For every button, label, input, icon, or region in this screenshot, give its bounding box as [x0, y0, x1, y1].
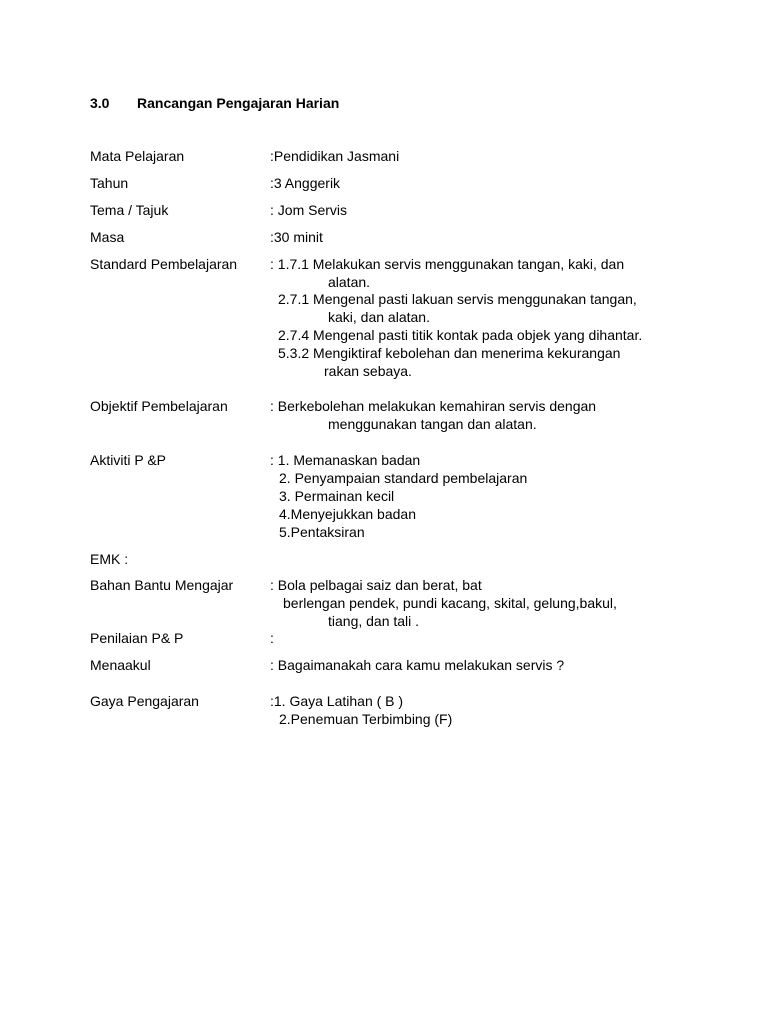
value-line: : 1.7.1 Melakukan servis menggunakan tangan, kaki, dan — [270, 256, 625, 272]
section-title: Rancangan Pengajaran Harian — [137, 95, 340, 111]
field-label: Bahan Bantu Mengajar — [90, 577, 234, 593]
value-line: menggunakan tangan dan alatan. — [328, 416, 537, 432]
row-standard-pembelajaran — [90, 255, 690, 385]
value-line: rakan sebaya. — [324, 363, 412, 379]
field-label: EMK : — [90, 551, 129, 567]
field-label: Masa — [90, 229, 125, 245]
section-number: 3.0 — [90, 95, 110, 111]
value-line: tiang, dan tali . — [328, 613, 420, 629]
field-label: Penilaian P& P — [90, 630, 184, 646]
row-aktiviti-pp — [90, 451, 690, 543]
field-label: Gaya Pengajaran — [90, 693, 199, 709]
field-label: Objektif Pembelajaran — [90, 398, 228, 414]
field-value: : Jom Servis — [270, 202, 348, 218]
field-label: Standard Pembelajaran — [90, 256, 238, 272]
value-line: : Berkebolehan melakukan kemahiran servis dengan — [270, 398, 597, 414]
value-line: :1. Gaya Latihan ( B ) — [270, 693, 404, 709]
row-gaya-pengajaran — [90, 692, 690, 732]
field-value: : — [270, 630, 274, 646]
field-value: : Bagaimanakah cara kamu melakukan servis ? — [270, 657, 565, 673]
value-line: 3. Permainan kecil — [279, 488, 395, 504]
value-line: : Bola pelbagai saiz dan berat, bat — [270, 577, 482, 593]
row-objektif-pembelajaran — [90, 397, 690, 437]
field-label: Menaakul — [90, 657, 151, 673]
field-label: Aktiviti P &P — [90, 452, 166, 468]
value-line: alatan. — [328, 274, 371, 290]
value-line: 2. Penyampaian standard pembelajaran — [279, 470, 528, 486]
value-line: 2.Penemuan Terbimbing (F) — [279, 711, 453, 727]
value-line: : 1. Memanaskan badan — [270, 452, 421, 468]
value-line: 5.Pentaksiran — [279, 524, 365, 540]
value-line: 4.Menyejukkan badan — [279, 506, 416, 522]
value-line: 2.7.1 Mengenal pasti lakuan servis menggunakan tangan, — [278, 291, 637, 307]
value-line: berlengan pendek, pundi kacang, skital, gelung,bakul, — [283, 595, 617, 611]
section-heading — [90, 94, 339, 112]
field-label: Tema / Tajuk — [90, 202, 169, 218]
value-line: 2.7.4 Mengenal pasti titik kontak pada objek yang dihantar. — [278, 327, 643, 343]
field-value: :Pendidikan Jasmani — [270, 148, 400, 164]
value-line: 5.3.2 Mengiktiraf kebolehan dan menerima kekurangan — [278, 345, 621, 361]
field-label: Mata Pelajaran — [90, 148, 185, 164]
value-line: kaki, dan alatan. — [328, 309, 430, 325]
row-bahan-bantu-mengajar — [90, 576, 690, 632]
field-value: :3 Anggerik — [270, 175, 341, 191]
field-label: Tahun — [90, 175, 129, 191]
field-value: :30 minit — [270, 229, 323, 245]
